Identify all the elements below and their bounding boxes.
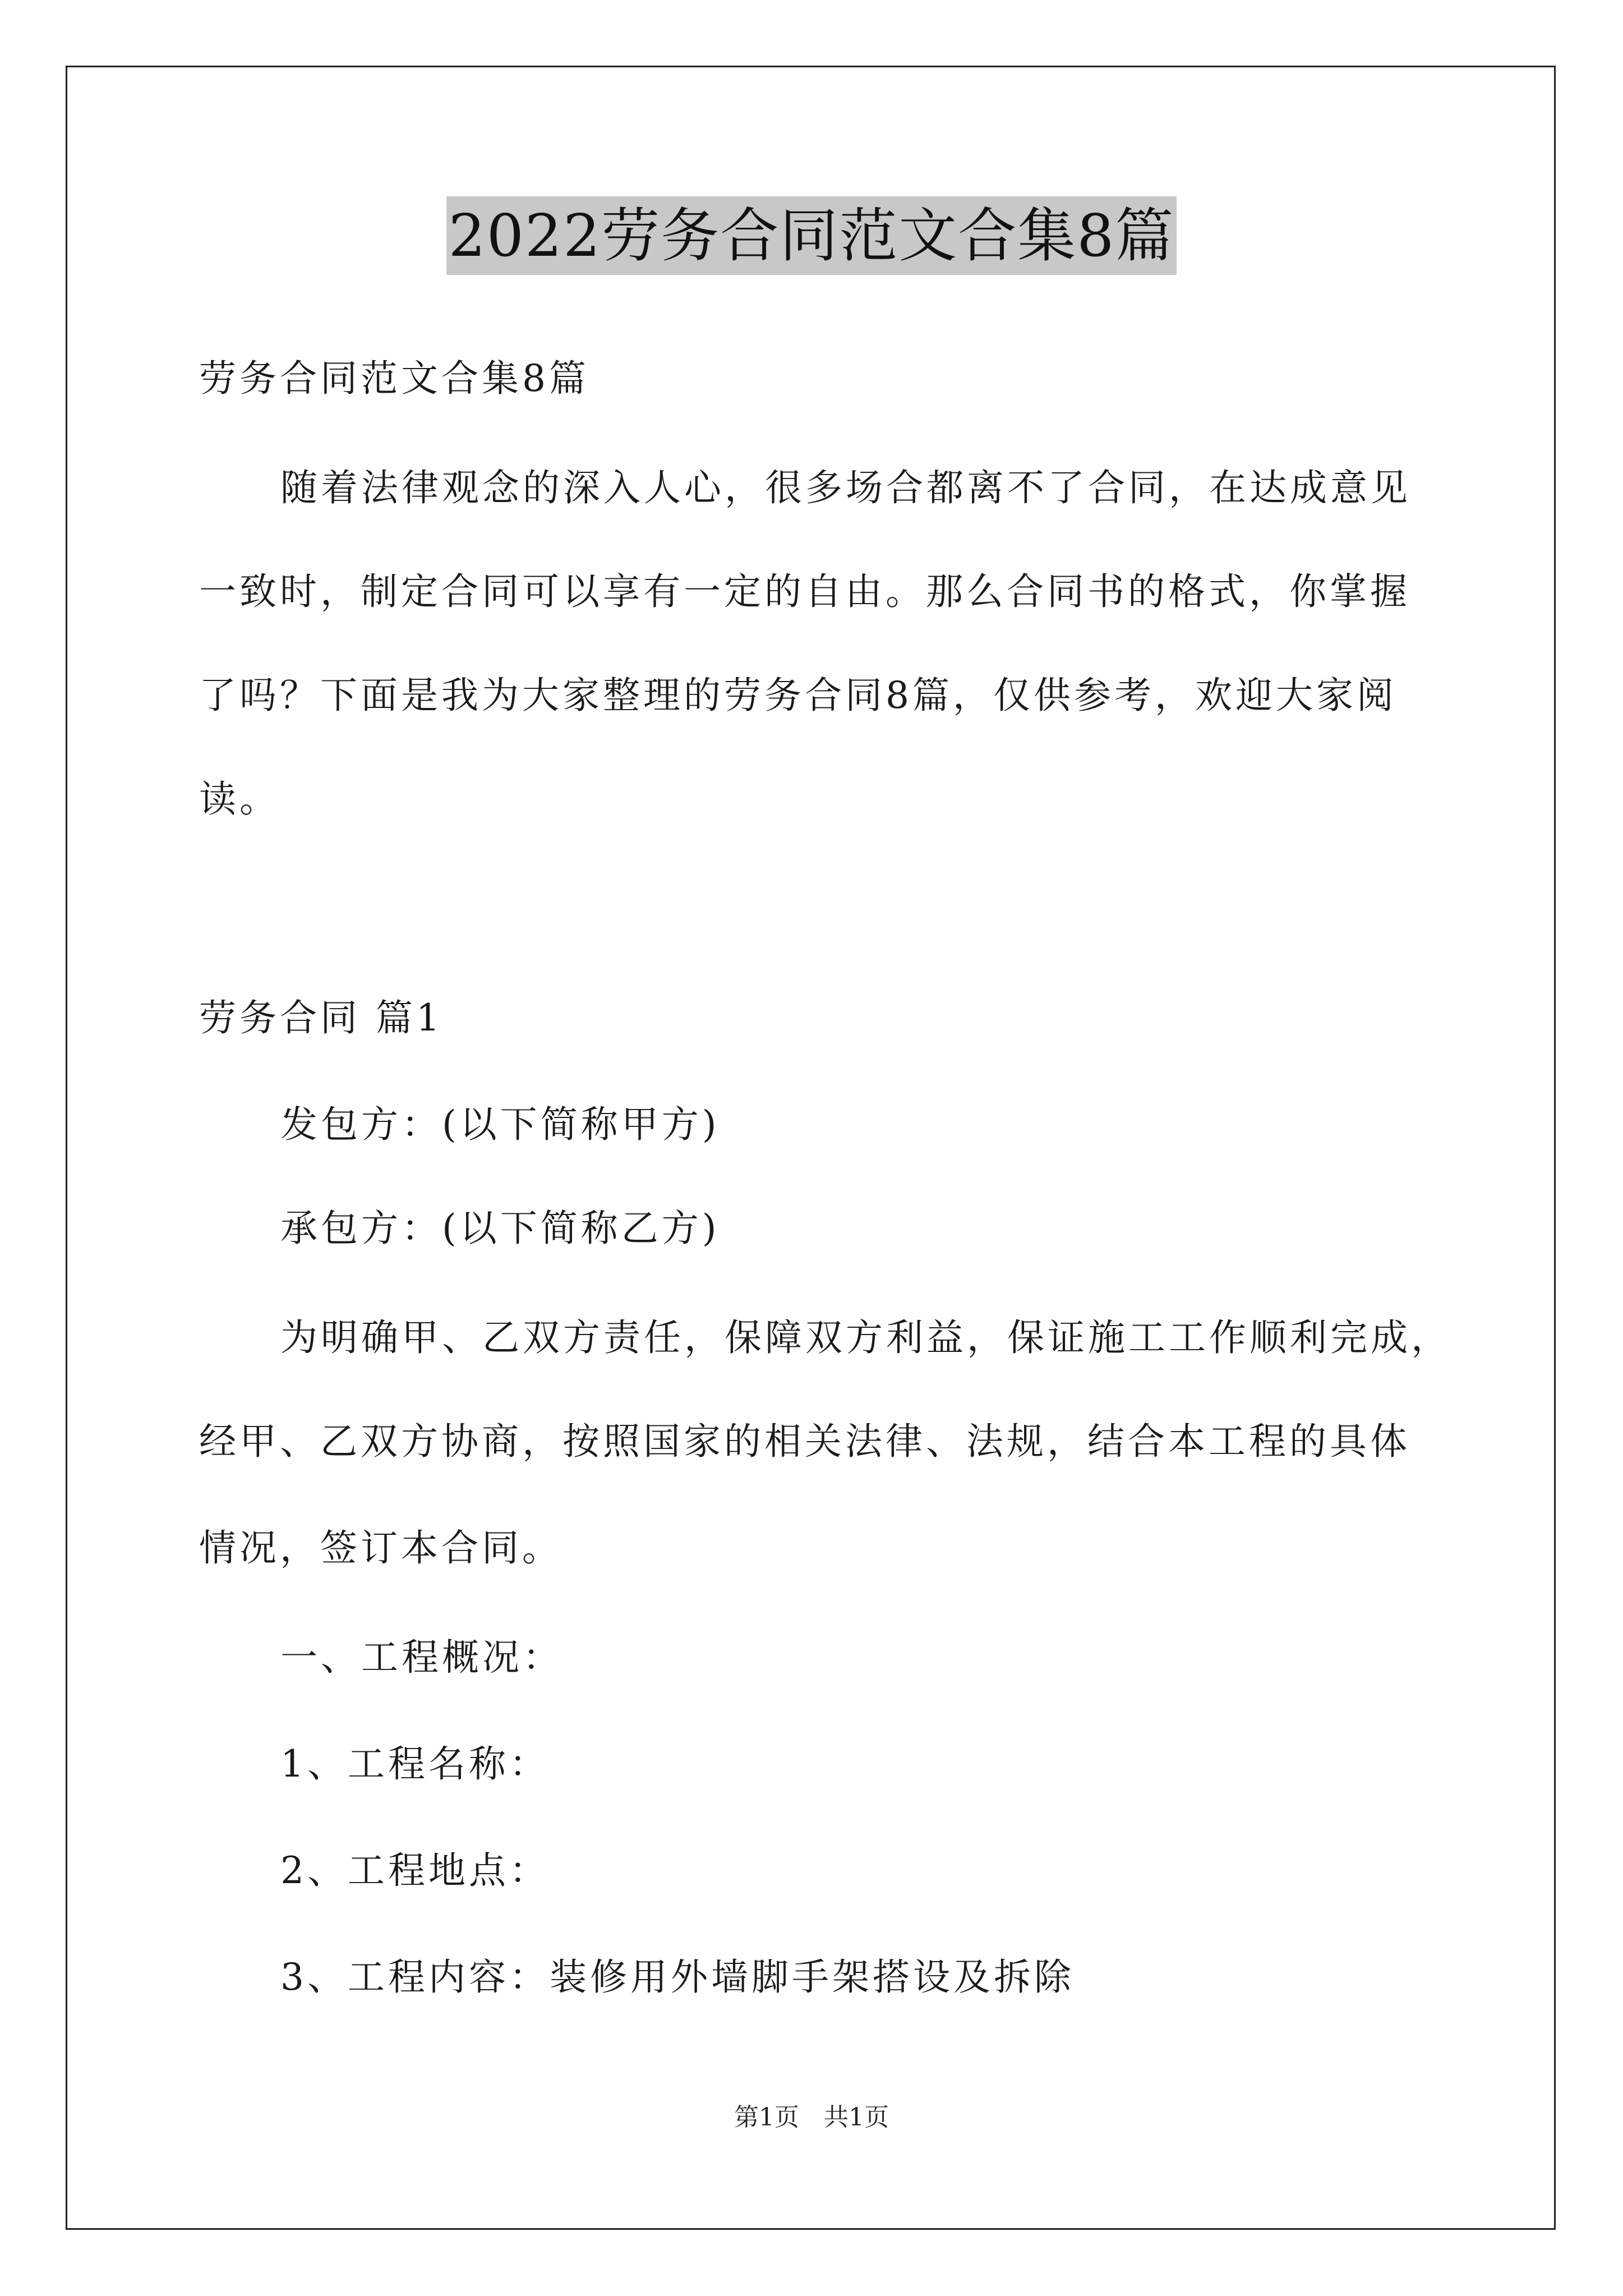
purpose-line-2: 经甲、乙双方协商，按照国家的相关法律、法规，结合本工程的具体 bbox=[199, 1420, 1410, 1463]
purpose-line-3: 情况，签订本合同。 bbox=[199, 1526, 562, 1570]
party-a-line: 发包方：(以下简称甲方) bbox=[280, 1103, 720, 1146]
intro-line-1: 随着法律观念的深入人心，很多场合都离不了合同，在达成意见 bbox=[280, 466, 1411, 509]
clause-heading: 一、工程概况： bbox=[280, 1636, 563, 1679]
intro-line-3: 了吗？下面是我为大家整理的劳务合同8篇，仅供参考，欢迎大家阅 bbox=[199, 674, 1397, 717]
intro-line-2: 一致时，制定合同可以享有一定的自由。那么合同书的格式，你掌握 bbox=[199, 570, 1410, 613]
item-project-content: 3、工程内容：装修用外墙脚手架搭设及拆除 bbox=[280, 1955, 1075, 1999]
item-project-location: 2、工程地点： bbox=[280, 1849, 550, 1892]
party-b-line: 承包方：(以下简称乙方) bbox=[280, 1207, 720, 1250]
intro-line-4: 读。 bbox=[199, 777, 280, 821]
purpose-line-1: 为明确甲、乙双方责任，保障双方利益，保证施工工作顺利完成， bbox=[280, 1316, 1451, 1359]
document-subtitle: 劳务合同范文合集8篇 bbox=[199, 357, 589, 400]
item-project-name: 1、工程名称： bbox=[280, 1742, 550, 1786]
document-title: 2022劳务合同范文合集8篇 bbox=[446, 196, 1177, 275]
title-container bbox=[0, 196, 1623, 275]
page-footer: 第1页 共1页 bbox=[734, 2103, 889, 2132]
section-heading: 劳务合同 篇1 bbox=[199, 996, 443, 1039]
